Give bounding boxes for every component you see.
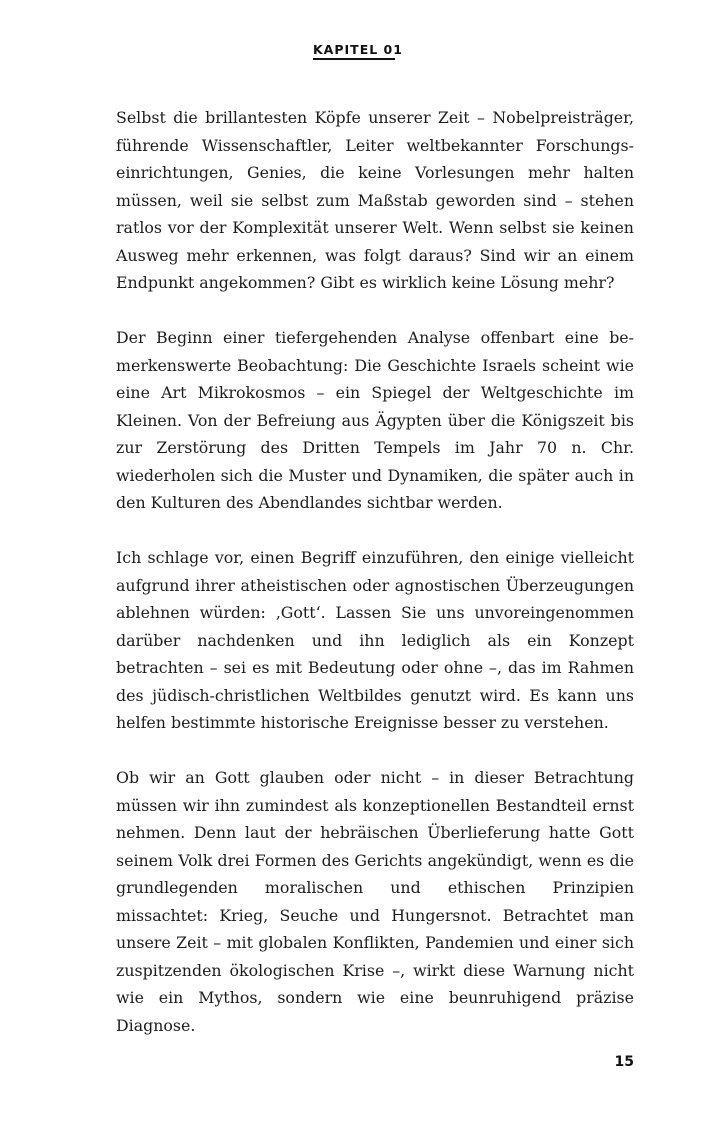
paragraph-3: Ich schlage vor, einen Begriff einzuführen, den einige vielleicht aufgrund ihrer atheistischen oder agnostischen Überzeugungen ablehnen würden: ‚Gott‘. Lassen Sie uns unvoreingenommen darüber nachdenken und ihn lediglich als ein Konzept betrachten – sei es mit Bedeutung oder ohne –, das im Rahmen des jüdisch-christlichen Weltbildes genutzt wird. Es kann uns helfen bestimmte historische Ereignisse besser zu verstehen. (116, 548, 634, 732)
chapter-label: KAPITEL 01 (313, 42, 403, 57)
page-number: 15 (614, 1054, 634, 1070)
page-header (0, 40, 709, 60)
body-text (116, 104, 634, 1039)
paragraph-1: Selbst die brillantesten Köpfe unserer Zeit – Nobelpreisträger, führende Wissenschaftler, Leiter weltbekannter Forschungseinrichtungen, Genies, die keine Vorlesungen mehr halten müssen, weil sie selbst zum Maßstab geworden sind – stehen ratlos vor der Komplexität unserer Welt. Wenn selbst sie keinen Ausweg mehr erkennen, was folgt daraus? Sind wir an einem Endpunkt angekommen? Gibt es wirklich keine Lösung mehr? (116, 108, 634, 292)
paragraph-4: Ob wir an Gott glauben oder nicht – in dieser Betrachtung müssen wir ihn zumindest als konzeptionellen Bestandteil ernst nehmen. Denn laut der hebräischen Überlieferung hatte Gott seinem Volk drei Formen des Gerichts angekündigt, wenn es die grundlegenden moralischen und ethischen Prinzipien missachtet: Krieg, Seuche und Hungersnot. Betrachtet man unsere Zeit – mit globalen Konflikten, Pandemien und einer sich zuspitzenden ökologischen Krise –, wirkt diese Warnung nicht wie ein Mythos, sondern wie eine beunruhigend präzise Diagnose. (116, 768, 634, 1035)
chapter-underline (313, 58, 395, 60)
paragraph-2: Der Beginn einer tiefergehenden Analyse offenbart eine bemerkenswerte Beobachtung: Die Geschichte Israels scheint wie eine Art Mikrokosmos – ein Spiegel der Weltgeschichte im Kleinen. Von der Befreiung aus Ägypten über die Königszeit bis zur Zerstörung des Dritten Tempels im Jahr 70 n. Chr. wiederholen sich die Muster und Dynamiken, die später auch in den Kulturen des Abendlandes sichtbar werden. (116, 328, 634, 512)
